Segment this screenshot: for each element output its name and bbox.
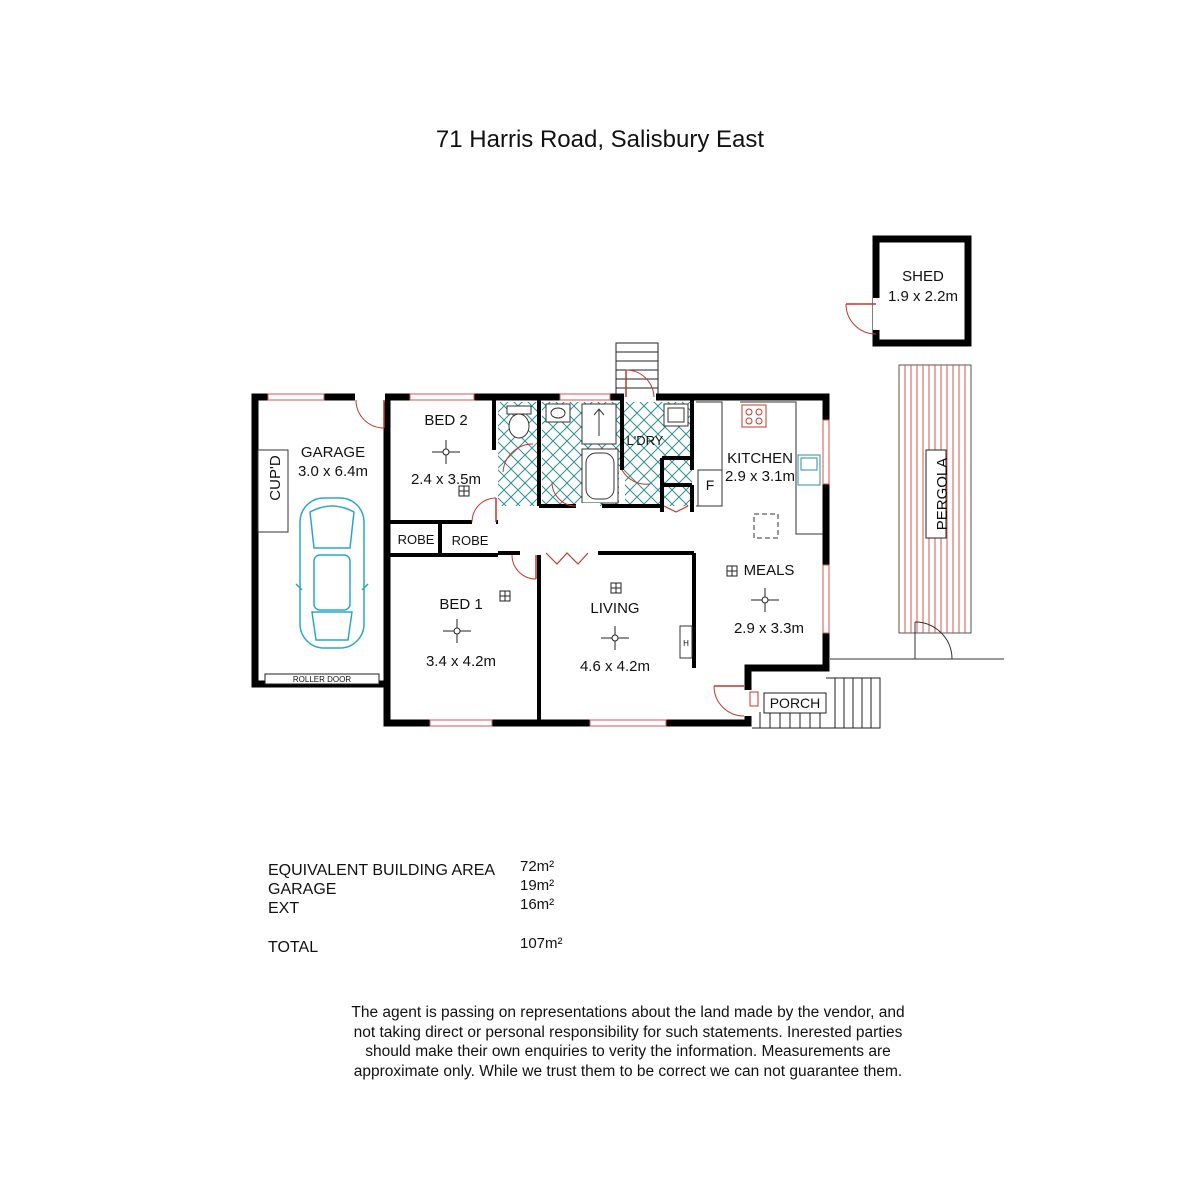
area-label: EQUIVALENT BUILDING AREA bbox=[268, 862, 496, 879]
car-icon bbox=[296, 498, 368, 648]
robe1-label: ROBE bbox=[397, 532, 435, 547]
cupboard-label: CUP'D bbox=[266, 455, 284, 501]
living-doors[interactable] bbox=[546, 553, 588, 564]
roller-door-label: ROLLER DOOR bbox=[292, 675, 352, 684]
ceiling-fan-icon bbox=[601, 626, 629, 650]
light-switch-icon bbox=[727, 566, 737, 576]
living-label: LIVING bbox=[590, 600, 640, 617]
disclaimer-line: should make their own enquiries to verity the information. Measurements are bbox=[365, 1043, 891, 1060]
porch-label: PORCH bbox=[769, 695, 821, 711]
area-value: 72m² bbox=[520, 858, 555, 875]
total-value: 107m² bbox=[520, 935, 563, 952]
light-switch-icon bbox=[611, 583, 621, 593]
plan-title: 71 Harris Road, Salisbury East bbox=[435, 126, 765, 153]
ceiling-fan-icon bbox=[432, 440, 460, 464]
area-value: 19m² bbox=[520, 877, 555, 894]
meals-label: MEALS bbox=[743, 562, 795, 579]
skylight-icon bbox=[754, 514, 778, 538]
heater-label: H bbox=[683, 639, 689, 648]
shed-dims: 1.9 x 2.2m bbox=[887, 288, 959, 305]
fridge-label: F bbox=[705, 477, 715, 493]
robe2-label: ROBE bbox=[451, 533, 489, 548]
bathtub-icon bbox=[582, 449, 618, 503]
disclaimer bbox=[200, 1003, 1056, 1081]
total-label: TOTAL bbox=[268, 939, 319, 956]
bed2-dims: 2.4 x 3.5m bbox=[410, 471, 482, 488]
meals-dims: 2.9 x 3.3m bbox=[733, 620, 805, 637]
sink-icon bbox=[798, 455, 820, 485]
shed-label: SHED bbox=[902, 268, 944, 285]
area-value: 16m² bbox=[520, 896, 555, 913]
ceiling-fan-icon bbox=[443, 619, 471, 643]
toilet-icon bbox=[507, 406, 531, 438]
bed1-label: BED 1 bbox=[439, 596, 483, 613]
bed2-door[interactable] bbox=[472, 498, 496, 522]
kitchen-dims: 2.9 x 3.1m bbox=[724, 468, 796, 485]
garage-dims: 3.0 x 6.4m bbox=[297, 463, 369, 480]
disclaimer-line: approximate only. While we trust them to be correct we can not guarantee them. bbox=[353, 1062, 903, 1080]
basin-icon bbox=[546, 404, 570, 422]
disclaimer-line: not taking direct or personal responsibility for such statements. Inerested parties bbox=[353, 1023, 903, 1041]
kitchen-label: KITCHEN bbox=[727, 450, 793, 467]
pergola-label: PERGOLA bbox=[933, 457, 951, 531]
front-door[interactable] bbox=[714, 686, 758, 716]
laundry-tub-icon bbox=[664, 404, 688, 426]
rear-steps bbox=[616, 343, 658, 397]
bed1-dims: 3.4 x 4.2m bbox=[425, 653, 497, 670]
light-switch-icon bbox=[500, 591, 510, 601]
laundry-label: L'DRY bbox=[626, 433, 664, 448]
shower-icon bbox=[582, 404, 616, 444]
cooktop-icon bbox=[742, 405, 766, 427]
linen-door[interactable] bbox=[664, 506, 688, 512]
garage-label: GARAGE bbox=[300, 444, 366, 461]
ceiling-fan-icon bbox=[751, 588, 779, 612]
bed2-label: BED 2 bbox=[424, 412, 468, 429]
garage-door[interactable] bbox=[355, 397, 385, 428]
area-label: EXT bbox=[268, 900, 300, 917]
bed1-door[interactable] bbox=[512, 555, 536, 579]
disclaimer-line: The agent is passing on representations about the land made by the vendor, and bbox=[351, 1004, 905, 1021]
area-label: GARAGE bbox=[268, 881, 337, 898]
living-dims: 4.6 x 4.2m bbox=[579, 658, 651, 675]
